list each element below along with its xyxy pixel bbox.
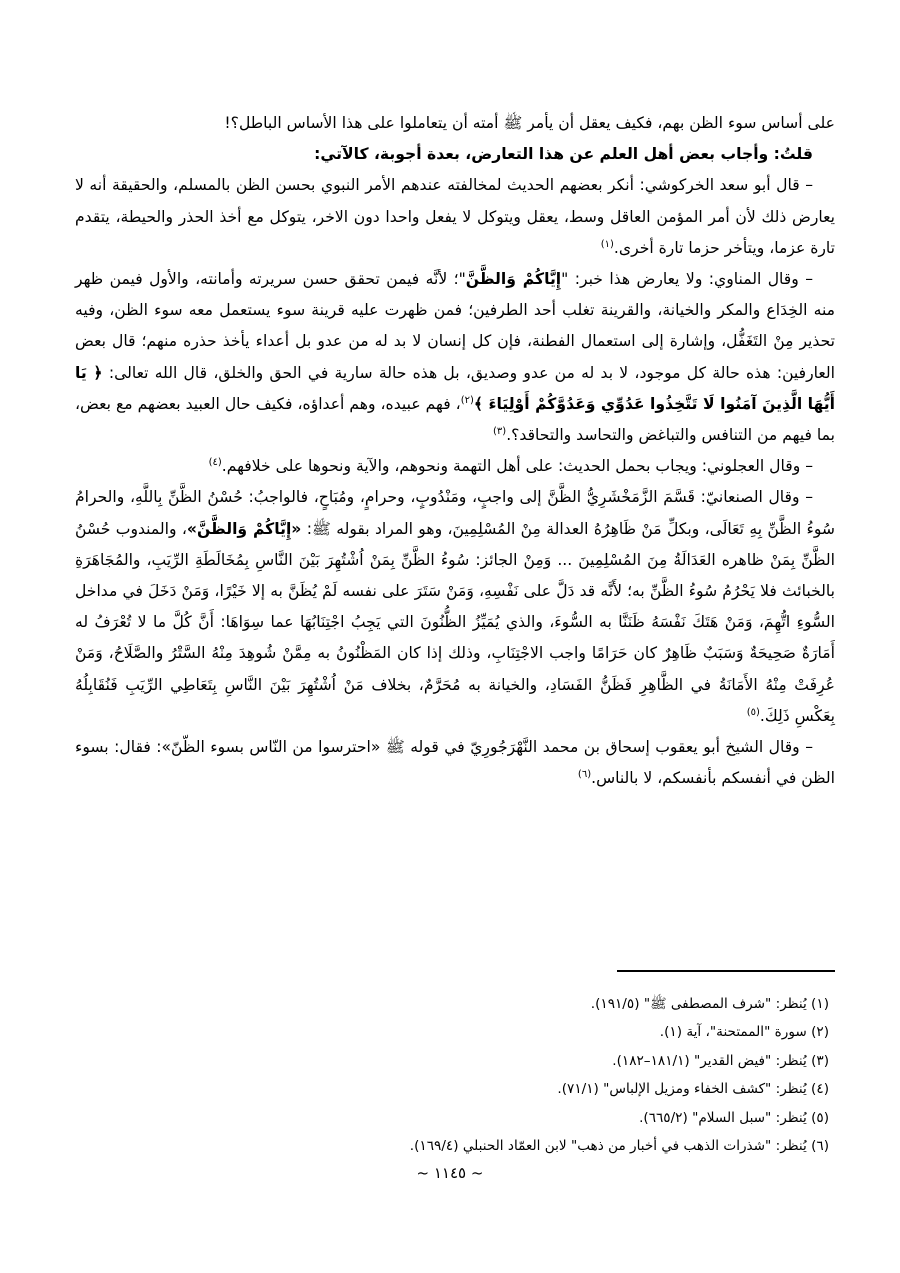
footnote-ref-5: (٥)	[746, 706, 760, 718]
paragraph-ajlouni	[75, 451, 835, 482]
paragraph-munawi	[75, 264, 835, 451]
paragraph-answer-heading: قلتُ: وأجاب بعض أهل العلم عن هذا التعارض، بعدة أجوبة، كالآتي:	[314, 145, 813, 164]
munawi-text-a: – وقال المناوي: ولا يعارض هذا خبر: "	[561, 270, 813, 289]
footnote-separator	[617, 970, 835, 972]
footnote-item: (٥) يُنظر: "سبل السلام" (٦٦٥/٢).	[639, 1109, 829, 1126]
nahrajuri-text: – وقال الشيخ أبو يعقوب إسحاق بن محمد النَّهْرَجُورِيّ في قوله ﷺ «احترسوا من النّاس بسوء الظّنّ»: فقال: بسوء الظن في أنفسكم بأنفسكم، لا بالناس.	[75, 738, 835, 788]
ajlouni-text: – وقال العجلوني: ويجاب بحمل الحديث: على أهل التهمة ونحوهم، والآية ونحوها على خلافهم.	[221, 457, 813, 476]
footnote-ref-6: (٦)	[577, 769, 592, 781]
sanani-text-a: – وقال الصنعانيّ: قَسَّمَ الزَّمَخْشَرِيُّ الظَّنَّ إلى واجبٍ، ومَنْدُوبٍ، وحرامٍ، ومُبَاحٍ، فالواجبُ: حُسْنُ الظَّنِّ بِاللَّهِ، والحرامُ سُوءُ الظَّنِّ بِهِ تَعَالَى، وبكلِّ مَنْ ظَاهِرُهُ العدالة مِنْ المُسْلِمِينَ، وهو المراد بقوله ﷺ:	[75, 488, 835, 538]
paragraph-kharkushi	[75, 170, 835, 264]
kharkushi-text: – قال أبو سعد الخركوشي: أنكر بعضهم الحديث لمخالفته عندهم الأمر النبوي بحسن الظن بالمسلم، والحقيقة أنه لا يعارض ذلك لأن أمر المؤمن العاقل وسط، يعقل ويتوكل لا يفعل واحدا دون الاخر، يتوكل مع أخذ الحذر والحيطة، يتقدم تارة عزما، ويتأخر حزما تارة أخرى.	[75, 176, 835, 257]
footnote-item: (٢) سورة "الممتحنة"، آية (١).	[659, 1024, 829, 1041]
footnote-ref-2: (٢)	[460, 394, 474, 406]
quran-verse: ﴿ يَا أَيُّهَا الَّذِينَ آمَنُوا لَا تَتَّخِذُوا عَدُوِّي وَعَدُوَّكُمْ أَوْلِيَاءَ ﴾	[75, 363, 835, 413]
footnote-ref-3: (٣)	[493, 425, 507, 437]
sanani-text-b: ، والمندوب حُسْنُ الظَّنِّ بِمَنْ ظاهره العَدَالَةُ مِنَ المُسْلِمِينَ ... وَمِنْ الجائز: سُوءُ الظَّنِّ بِمَنْ اُشْتُهِرَ بَيْنَ النَّاسِ بِمُخَالَطَةِ الرِّيَبِ، والمُجَاهَرَةِ بالخبائث فلا يَحْرُمُ سُوءُ الظَّنِّ به؛ لأَنَّه قد دَلَّ على نَفْسِهِ، وَمَنْ سَتَرَ على نفسه لَمْ يُظَنَّ به إلا خَيْرًا، وَمَنْ دَخَلَ في مداخل السُّوءِ اتُّهِمَ، وَمَنْ هَتَكَ نَفْسَهُ ظَنَنَّا به السُّوءَ، والذي يُمَيِّزُ الظُّنُونَ التي يَجِبُ اجْتِنَابُهَا عما سِوَاهَا: أَنَّ كُلَّ ما لا تُعْرَفُ له أَمَارَةٌ صَحِيحَةٌ وَسَبَبٌ ظَاهِرٌ كان حَرَامًا واجب الاجْتِنَابِ، وذلك إذا كان المَظْنُونُ به مِمَّنْ شُوهِدَ مِنْهُ السَّتْرُ والصَّلَاحُ، وَمَنْ عُرِفَتْ مِنْهُ الأَمَانَةُ في الظَّاهِرِ فَظَنُّ الفَسَادِ، والخيانة به مُحَرَّمٌ، بخلاف مَنْ اُشْتُهِرَ بَيْنَ النَّاسِ بِتَعَاطِي الرِّيَبِ فَنُقَابِلُهُ بِعَكْسِ ذَلِكَ.	[75, 519, 835, 725]
munawi-text-b: "؛ لأنَّه فيمن تحقق حسن سريرته وأمانته، والأول فيمن ظهر منه الخِدَاع والمكر والخيانة، والقرينة تغلب أحد الطرفين؛ فمن ظهرت عليه قرينة سوء يستعمل معه سوء الظن، وفيه تحذير مِنْ التَغَفُّل، وإشارة إلى استعمال الفطنة، فإن كل إنسان لا بد له من عدو بل أعداء يأخذ حذره منهم؛ قال بعض العارفين: هذه حالة كل موجود، لا بد له من عدو وصديق، بل هذه حالة سارية في الحق والخلق، قال الله تعالى:	[75, 270, 835, 382]
page-number: ~ ١١٤٥ ~	[416, 1164, 484, 1182]
paragraph-intro: على أساس سوء الظن بهم، فكيف يعقل أن يأمر ﷺ أمته أن يتعاملوا على هذا الأساس الباطل؟!	[224, 114, 835, 132]
footnote-ref-1: (١)	[600, 238, 614, 250]
footnote-item: (٤) يُنظر: "كشف الخفاء ومزيل الإلباس" (٧١/١).	[557, 1081, 829, 1098]
hadith-quote-2: «إِيَّاكُمْ وَالظَّنَّ»	[186, 519, 302, 538]
footnotes	[75, 970, 835, 1161]
hadith-quote: إِيَّاكُمْ وَالظَّنَّ	[465, 270, 562, 289]
paragraph-sanani	[75, 482, 835, 732]
document-body	[75, 108, 835, 794]
paragraph-nahrajuri	[75, 732, 835, 794]
footnote-item: (٦) يُنظر: "شذرات الذهب في أخبار من ذهب" لابن العمّاد الحنبلي (١٦٩/٤).	[409, 1138, 829, 1155]
footnote-item: (١) يُنظر: "شرف المصطفى ﷺ" (١٩١/٥).	[590, 995, 829, 1012]
munawi-text-c: ، فهم عبيده، وهم أعداؤه، فكيف حال العبيد بعضهم مع بعض، بما فيهم من التنافس والتباغض والتحاسد والتحاقد؟.	[75, 394, 835, 445]
footnote-item: (٣) يُنظر: "فيض القدير" (١٨١/١–١٨٢).	[612, 1052, 829, 1069]
footnote-ref-4: (٤)	[208, 457, 222, 469]
